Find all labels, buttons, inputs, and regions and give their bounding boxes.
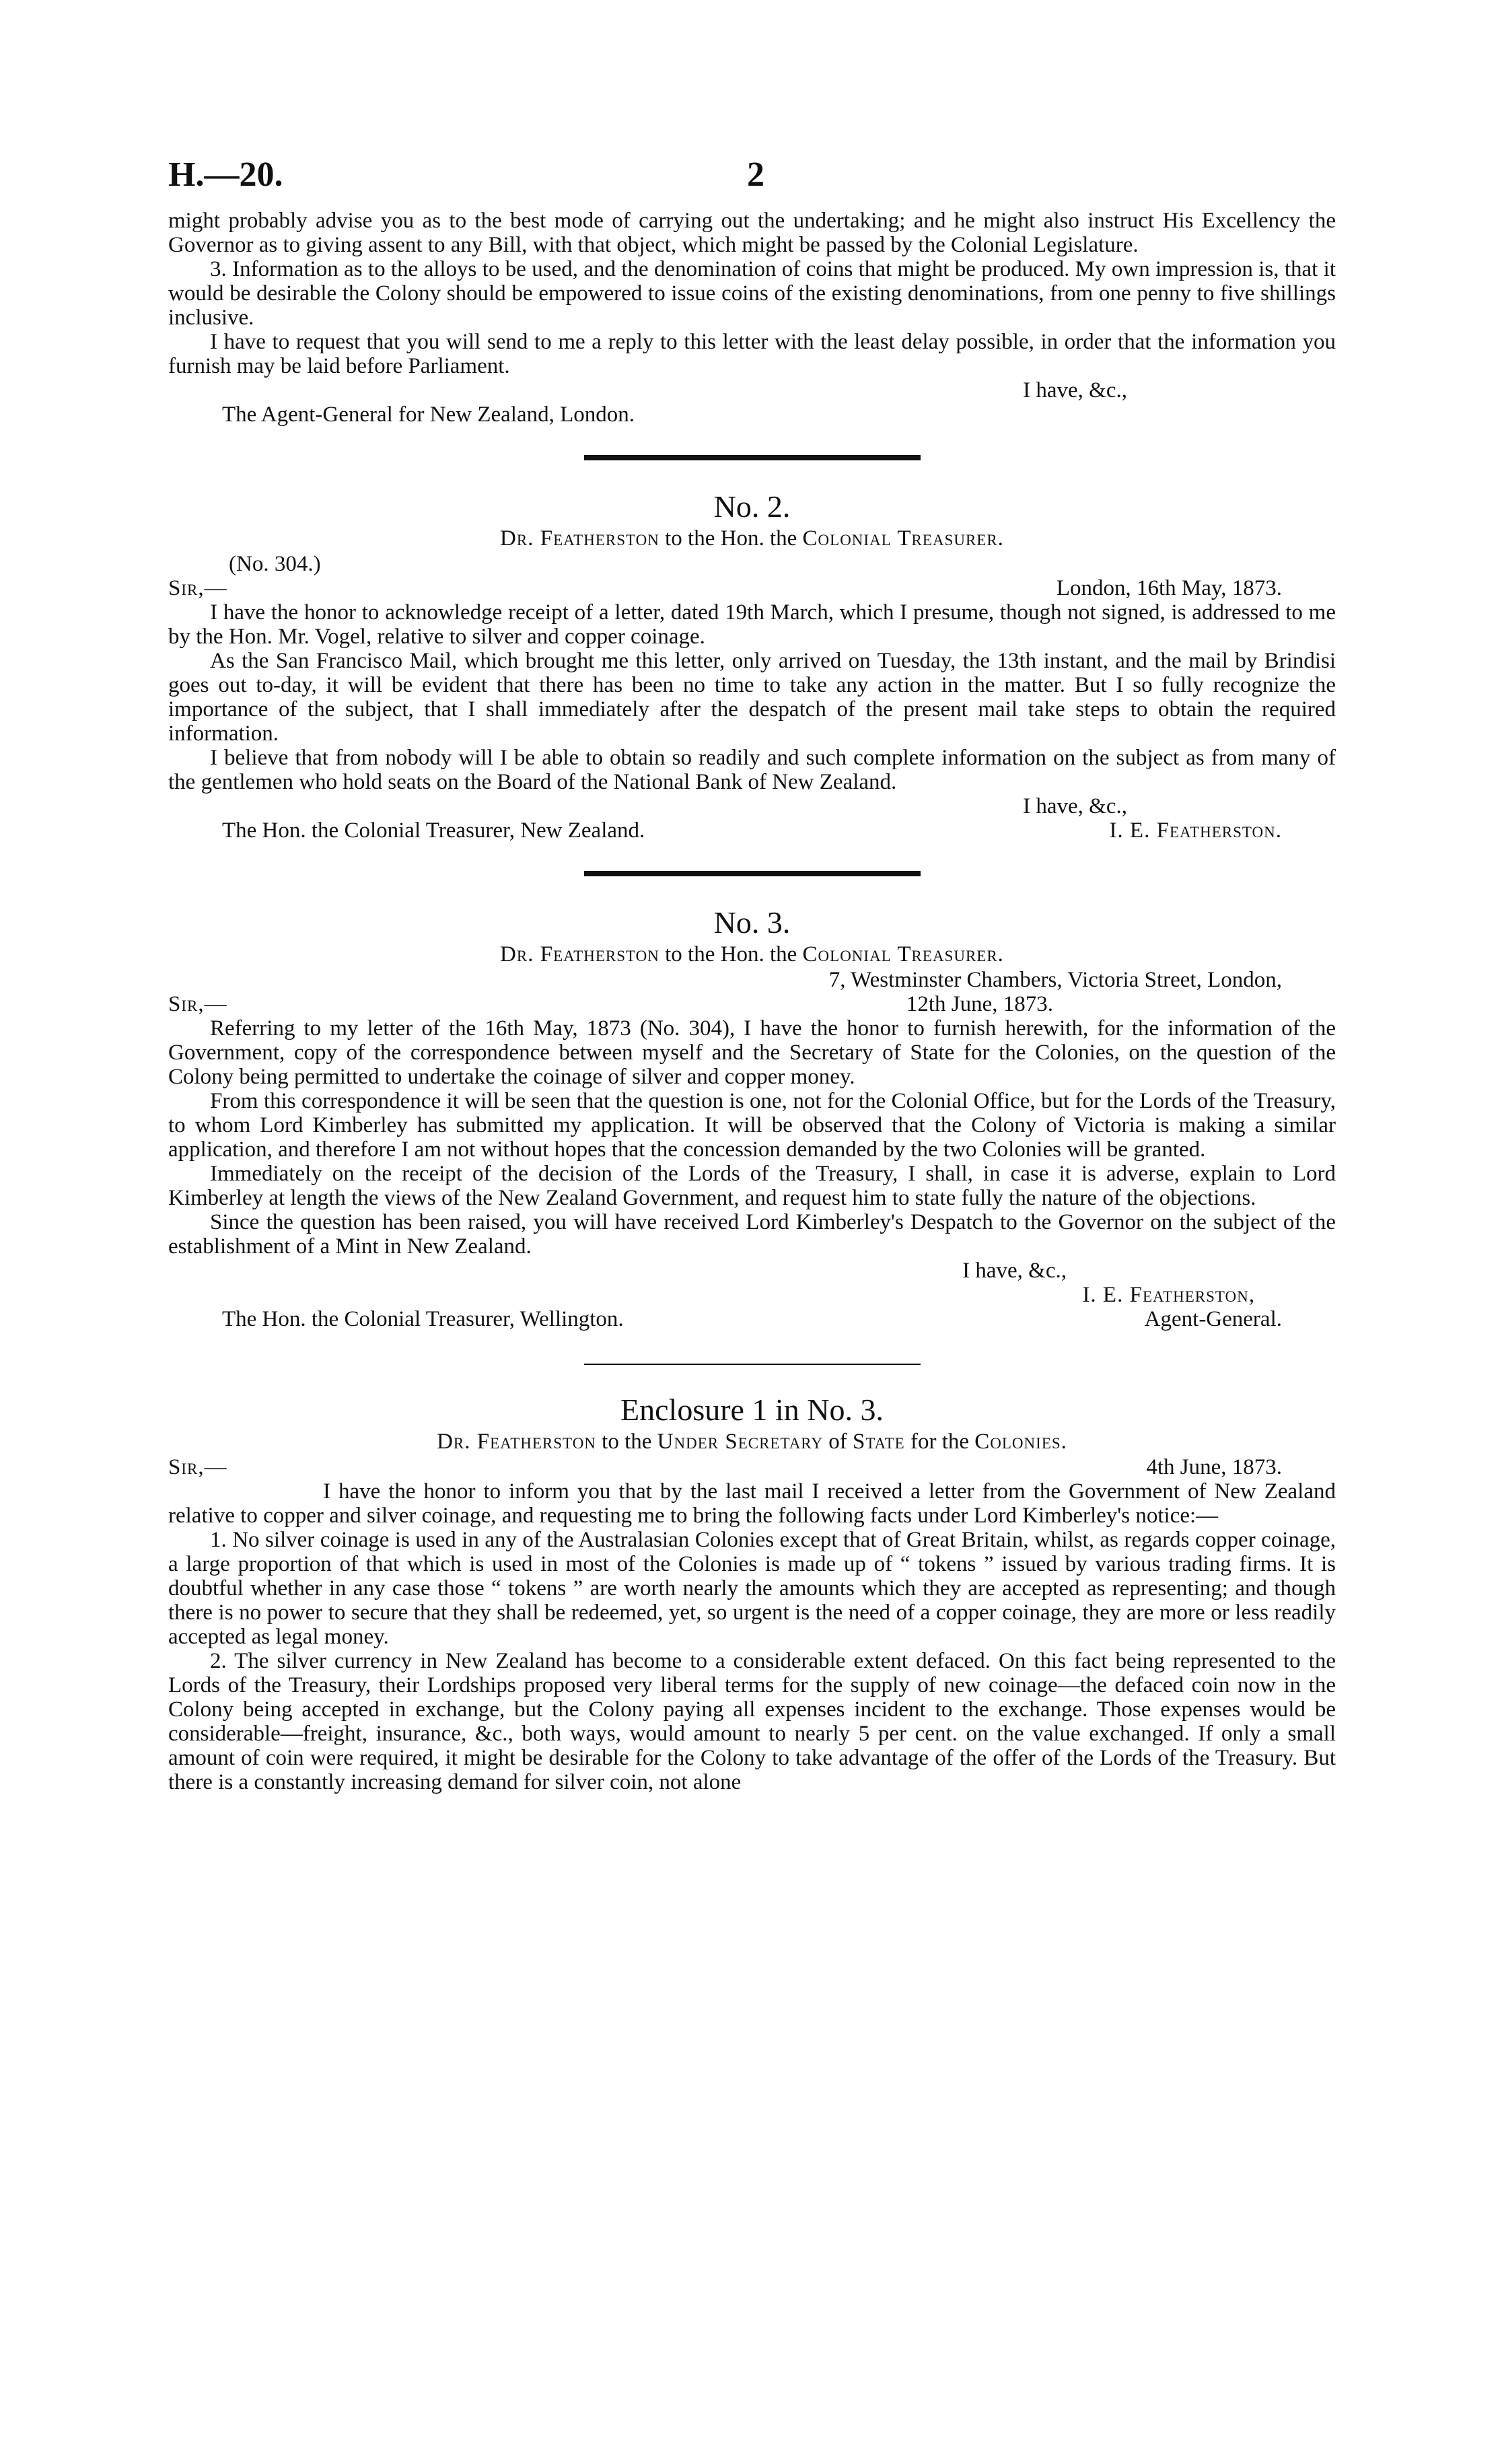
letter-no-2-closing: I have, &c., xyxy=(1023,794,1127,818)
intro-paragraph-3: I have to request that you will send to me a reply to this letter with the least delay possible, in order that the information you furnish may be laid before Parliament. xyxy=(168,330,1336,378)
intro-addressee: The Agent-General for New Zealand, London. xyxy=(222,402,635,427)
intro-paragraph-2: 3. Information as to the alloys to be used, and the denomination of coins that might be produced. My own impression is, that it would be desirable the Colony should be empowered to issue coins of the existing denominations, from one penny to five shillings inclusive. xyxy=(168,257,1336,330)
letter-no-2-signoff-row xyxy=(168,818,1336,843)
intro-letter xyxy=(168,209,1336,427)
enclosure-1-paragraph-2: 1. No silver coinage is used in any of the Australasian Colonies except that of Great Britain, whilst, as regards copper coinage, a large proportion of that which is used in most of the Colonies is made up of “ tokens ” issued by various trading firms. It is doubtful whether in any case those “ tokens ” are worth nearly the amounts which they are accepted as representing; and though there is no power to secure that they shall be redeemed, yet, so urgent is the need of a copper coinage, they are more or less readily accepted as legal money. xyxy=(168,1528,1336,1649)
letter-no-2-salutation: Sir,— xyxy=(168,576,227,600)
letter-no-3-paragraph-4: Since the question has been raised, you will have received Lord Kimberley's Despatch to the Governor on the subject of the establishment of a Mint in New Zealand. xyxy=(168,1210,1336,1259)
letter-no-3-paragraph-2: From this correspondence it will be seen that the question is one, not for the Colonial Office, but for the Lords of the Treasury, to whom Lord Kimberley has submitted my application. It will be observed that the Colony of Victoria is making a similar application, and therefore I am not without hopes that the concession demanded by the two Colonies will be granted. xyxy=(168,1089,1336,1162)
letter-no-2-ref: (No. 304.) xyxy=(229,552,321,576)
enclosure-1-paragraph-1: I have the honor to inform you that by the last mail I received a letter from the Government of New Zealand relative to copper and silver coinage, and requesting me to bring the following facts under Lord Kimberley's notice:— xyxy=(168,1479,1336,1528)
letter-no-3-title: No. 3. xyxy=(713,905,791,940)
letter-no-2-title: No. 2. xyxy=(713,489,791,524)
letter-no-3-paragraph-1: Referring to my letter of the 16th May, 1873 (No. 304), I have the honor to furnish herewith, for the information of the Government, copy of the correspondence between myself and the Secretary of State for the Colonies, on the question of the Colony being permitted to undertake the coinage of silver and copper money. xyxy=(168,1016,1336,1089)
letter-no-2-paragraph-3: I believe that from nobody will I be able to obtain so readily and such complete information on the subject as from many of the gentlemen who hold seats on the Board of the National Bank of New Zealand. xyxy=(168,746,1336,794)
letter-no-3-date: 12th June, 1873. xyxy=(906,992,1053,1016)
letter-no-3-title-sign: Agent-General. xyxy=(1144,1307,1282,1331)
enclosure-1-subtitle: Dr. Featherston to the Under Secretary of State for the Colonies. xyxy=(437,1430,1067,1454)
enclosure-1-paragraph-3: 2. The silver currency in New Zealand has become to a considerable extent defaced. On this fact being represented to the Lords of the Treasury, their Lordships proposed very liberal terms for the supply of new coinage—the defaced coin now in the Colony being accepted in exchange, but the Colony paying all expenses incident to the exchange. Those expenses would be considerable—freight, insurance, &c., both ways, would amount to nearly 5 per cent. on the value exchanged. If only a small amount of coin were required, it might be desirable for the Colony to take advantage of the offer of the Lords of the Treasury. But there is a constantly increasing demand for silver coin, not alone xyxy=(168,1649,1336,1794)
letter-no-3-signature: I. E. Featherston, xyxy=(1082,1283,1255,1307)
enclosure-1-title: Enclosure 1 in No. 3. xyxy=(620,1393,884,1427)
letter-no-3-closing: I have, &c., xyxy=(962,1259,1067,1283)
enclosure-1 xyxy=(168,1392,1336,1794)
letter-no-2-paragraph-1: I have the honor to acknowledge receipt of a letter, dated 19th March, which I presume, though not signed, is addressed to me by the Hon. Mr. Vogel, relative to silver and copper coinage. xyxy=(168,600,1336,649)
letter-no-2-signature: I. E. Featherston. xyxy=(1109,818,1282,843)
section-divider-thin xyxy=(584,1364,921,1365)
section-divider xyxy=(584,455,921,460)
letter-no-3-salutation: Sir,— xyxy=(168,992,227,1016)
letter-no-3-subtitle: Dr. Featherston to the Hon. the Colonial Treasurer. xyxy=(500,942,1004,966)
document-page xyxy=(168,155,1336,1794)
intro-closing: I have, &c., xyxy=(1023,378,1127,402)
letter-no-2-addressee: The Hon. the Colonial Treasurer, New Zealand. xyxy=(222,818,645,843)
letter-no-3-address: 7, Westminster Chambers, Victoria Street, London, xyxy=(828,968,1282,992)
letter-no-3-salutation-row xyxy=(168,992,1336,1016)
letter-no-2-salutation-row xyxy=(168,576,1336,600)
letter-no-3 xyxy=(168,905,1336,1331)
intro-paragraph-1: might probably advise you as to the best mode of carrying out the undertaking; and he might also instruct His Excellency the Governor as to giving assent to any Bill, with that object, which might be passed by the Colonial Legislature. xyxy=(168,209,1336,257)
letter-no-3-paragraph-3: Immediately on the receipt of the decision of the Lords of the Treasury, I shall, in case it is adverse, explain to Lord Kimberley at length the views of the New Zealand Government, and request him to state fully the nature of the objections. xyxy=(168,1162,1336,1210)
letter-no-2-date: London, 16th May, 1873. xyxy=(1056,576,1282,600)
enclosure-1-salutation-row xyxy=(168,1455,1336,1479)
page-id: H.—20. xyxy=(168,155,283,194)
letter-no-2 xyxy=(168,489,1336,843)
letter-no-3-signoff-row xyxy=(168,1307,1336,1331)
page-header xyxy=(168,155,1336,209)
letter-no-3-addressee: The Hon. the Colonial Treasurer, Wellington. xyxy=(222,1307,624,1331)
enclosure-1-date: 4th June, 1873. xyxy=(1146,1455,1282,1479)
letter-no-2-paragraph-2: As the San Francisco Mail, which brought me this letter, only arrived on Tuesday, the 13th instant, and the mail by Brindisi goes out to-day, it will be evident that there has been no time to take any action in the matter. But I so fully recognize the importance of the subject, that I shall immediately after the despatch of the present mail take steps to obtain the required information. xyxy=(168,649,1336,746)
enclosure-1-salutation: Sir,— xyxy=(168,1455,227,1479)
page-number: 2 xyxy=(747,155,764,194)
letter-no-2-subtitle: Dr. Featherston to the Hon. the Colonial Treasurer. xyxy=(500,526,1004,551)
section-divider xyxy=(584,871,921,876)
